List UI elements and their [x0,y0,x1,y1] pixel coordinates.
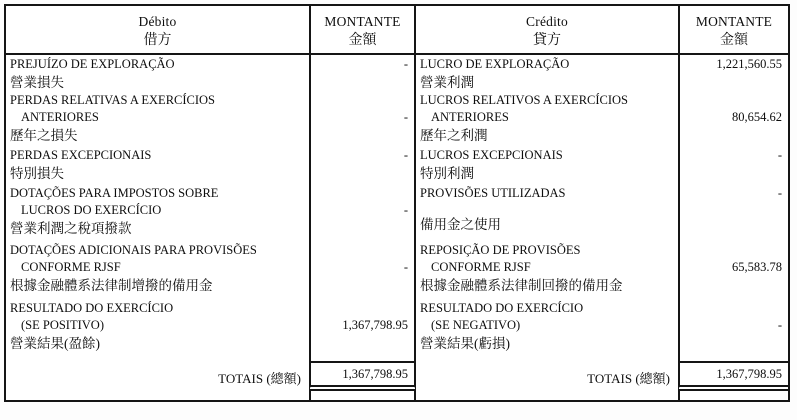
row-label-pt: PERDAS EXCEPCIONAIS [10,148,152,162]
amount-cell [309,146,416,184]
table-row-label [416,241,678,299]
profit-loss-table [4,4,790,402]
spacer-cell [416,391,678,400]
table-row-label [6,299,309,361]
row-label-pt: RESULTADO DO EXERCÍCIO [10,301,174,315]
table-row-label [6,91,309,146]
row-label-pt2: CONFORME RJSF [431,260,531,274]
table-row-label [6,184,309,241]
debit-column-header [6,6,309,55]
amount-cell [309,91,416,146]
row-label-cn: 營業結果(盈餘) [10,336,100,351]
credit-header-pt: Crédito [526,14,568,29]
row-label-pt: PREJUÍZO DE EXPLORAÇÃO [10,57,175,71]
row-label-pt: PROVISÕES UTILIZADAS [420,186,566,200]
credit-totals-label: TOTAIS (總額) [587,371,670,386]
row-label-cn: 營業損失 [10,75,64,90]
debit-amount-column-header [309,6,416,55]
debit-amount-header-pt: MONTANTE [324,14,401,29]
amount-value: - [777,186,782,200]
row-label-pt2: (SE NEGATIVO) [431,318,521,332]
debit-total-amount: 1,367,798.95 [309,361,416,391]
table-row-label [6,146,309,184]
amount-value: - [777,148,782,162]
amount-value: - [777,318,782,332]
amount-cell [678,55,788,91]
amount-cell [309,55,416,91]
debit-amount-header-cn: 金額 [348,33,377,48]
row-label-cn: 根據金融體系法律制回撥的備用金 [420,278,623,293]
amount-cell [678,299,788,361]
spacer-cell [678,391,788,400]
table-grid [6,6,788,400]
debit-header-pt: Débito [138,14,177,29]
row-label-pt: REPOSIÇÃO DE PROVISÕES [420,243,581,257]
amount-cell [678,184,788,241]
table-row-label [416,299,678,361]
row-label-pt: PERDAS RELATIVAS A EXERCÍCIOS [10,93,216,107]
table-row-label [416,184,678,241]
row-label-pt: RESULTADO DO EXERCÍCIO [420,301,584,315]
credit-amount-header-cn: 金額 [720,33,748,48]
amount-value: - [403,57,408,71]
amount-cell [678,91,788,146]
credit-header-cn: 貸方 [533,33,561,48]
credit-amount-column-header [678,6,788,55]
row-label-pt2: ANTERIORES [431,110,509,124]
row-label-cn: 營業結果(虧損) [420,336,510,351]
debit-totals-label: TOTAIS (總額) [218,371,301,386]
row-label-cn: 歷年之利潤 [420,128,488,143]
table-row-label [6,55,309,91]
credit-total-amount: 1,367,798.95 [678,361,788,391]
row-label-pt2: CONFORME RJSF [21,260,121,274]
row-label-cn: 特別利潤 [420,166,474,181]
row-label-cn: 歷年之損失 [10,128,78,143]
amount-cell [309,241,416,299]
row-label-cn: 營業利潤之稅項撥款 [10,221,132,236]
amount-cell [678,241,788,299]
amount-value: - [403,203,408,217]
credit-amount-header-pt: MONTANTE [695,14,773,29]
table-row-label [416,146,678,184]
amount-value: 65,583.78 [732,260,782,274]
spacer-cell [309,391,416,400]
spacer-cell [6,391,309,400]
row-label-pt: LUCROS EXCEPCIONAIS [420,148,563,162]
amount-value: - [403,148,408,162]
row-label-pt2: (SE POSITIVO) [21,318,104,332]
row-label-pt2: LUCROS DO EXERCÍCIO [21,203,162,217]
debit-header-cn: 借方 [143,33,172,48]
table-row-label [6,241,309,299]
row-label-cn: 特別損失 [10,166,64,181]
credit-column-header [416,6,678,55]
amount-cell [309,299,416,361]
row-label-cn: 備用金之使用 [420,217,501,232]
amount-value: - [403,260,408,274]
amount-value: 80,654.62 [732,110,782,124]
row-label-pt: DOTAÇÕES PARA IMPOSTOS SOBRE [10,186,219,200]
amount-cell [678,146,788,184]
amount-value: 1,221,560.55 [716,57,782,71]
table-row-label [416,91,678,146]
table-row-label [416,55,678,91]
row-label-pt: LUCRO DE EXPLORAÇÃO [420,57,570,71]
row-label-pt: LUCROS RELATIVOS A EXERCÍCIOS [420,93,629,107]
row-label-pt: DOTAÇÕES ADICIONAIS PARA PROVISÕES [10,243,257,257]
amount-value: 1,367,798.95 [342,318,408,332]
amount-cell [309,184,416,241]
row-label-cn: 營業利潤 [420,75,474,90]
amount-value: - [403,110,408,124]
row-label-cn: 根據金融體系法律制增撥的備用金 [10,278,213,293]
row-label-pt2: ANTERIORES [21,110,99,124]
